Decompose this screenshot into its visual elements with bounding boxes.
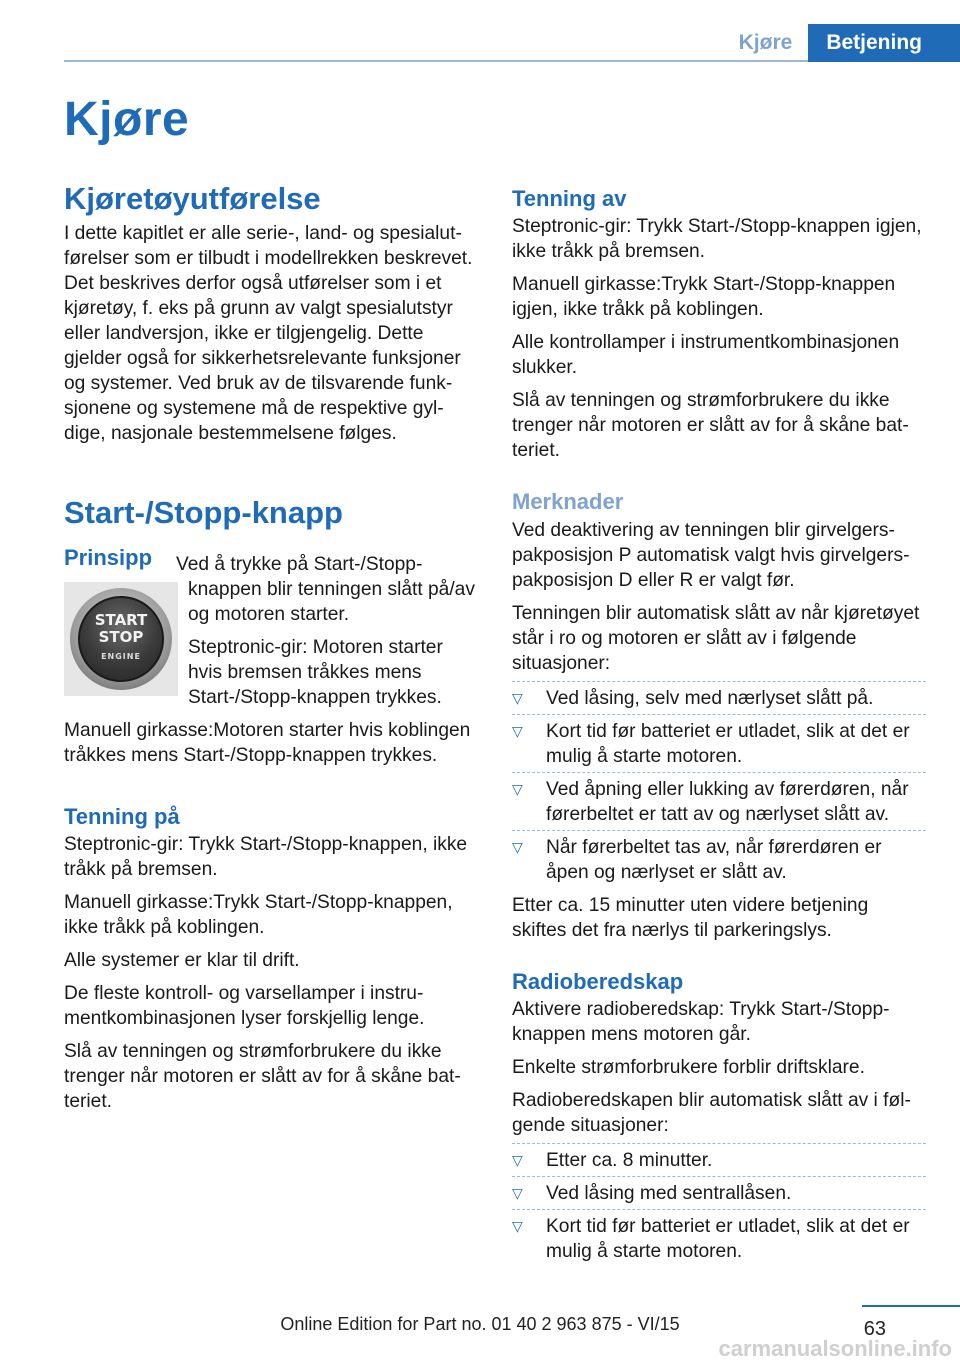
triangle-bullet-icon: ▽ [512,780,523,797]
section-title-start-stopp: Start-/Stopp-knapp [64,495,343,531]
paragraph: Radioberedskapen blir automatisk slått av i følgende situasjoner: [512,1090,911,1137]
triangle-bullet-icon: ▽ [512,838,523,855]
subsection-title-merknader: Merknader [512,489,624,515]
paragraph: Alle systemer er klar til drift. [64,950,300,972]
right-column [512,186,926,1272]
button-text-stop: STOP [98,628,144,647]
watermark: carmanualsonline.info [718,1336,952,1361]
paragraph: Tenningen blir automatisk slått av når kjøretøyet står i ro og motoren er slått av i følgende situasjoner: [512,602,920,674]
list-item: ▽ Når førerbeltet tas av, når førerdøren er åpen og nærlyset er slått av. [512,833,926,885]
paragraph: Ved deaktivering av tenningen blir girvelgerspakposisjon P automatisk valgt hvis girvelgerspakposisjon D eller R er valgt før. [512,519,910,591]
paragraph: Alle kontrollamper i instrumentkombinasjonen slukker. [512,332,900,379]
triangle-bullet-icon: ▽ [512,689,523,706]
footer-edition: Online Edition for Part no. 01 40 2 963 875 - VI/15 [280,1314,680,1334]
tab-active[interactable]: Betjening [808,24,960,62]
button-text-engine: ENGINE [101,652,141,662]
list-item: ▽ Kort tid før batteriet er utladet, slik at det er mulig å starte motoren. [512,717,926,769]
subsection-title-tenning-pa: Tenning på [64,803,180,829]
paragraph: I dette kapitlet er alle serie-, land- og spesialutførelser som er tilbudt i modellrekken beskrevet. Det beskrives derfor også utførelser som i et kjøretøy, f. eks på grunn av valgt spesialutstyr eller landversjon, ikke er tilgjengelig. Dette gjelder også for sikkerhetsrelevante funksjoner og systemer. Ved bruk av de tilsvarende funksjonene og systemene må de respektive gyldige, nasjonale bestemmelsene følges. [64,223,473,445]
subsection-title-prinsipp: Prinsipp [64,545,153,571]
merknader-list [512,684,926,885]
button-text-start: START [94,611,148,630]
paragraph: Manuell girkasse:Motoren starter hvis koblingen tråkkes mens Start-/Stopp-knappen trykkes. [64,719,471,766]
subsection-title-tenning-av: Tenning av [512,186,627,211]
list-item: ▽ Ved åpning eller lukking av førerdøren, når førerbeltet er tatt av og nærlyset slått av. [512,775,926,827]
page-number: 63 [863,1318,886,1340]
paragraph: Steptronic-gir: Trykk Start-/Stopp-knappen igjen, ikke tråkk på bremsen. [512,216,922,263]
list-item: ▽ Kort tid før batteriet er utladet, slik at det er mulig å starte motoren. [512,1212,926,1264]
start-stop-button-image [64,582,178,696]
paragraph: Manuell girkasse:Trykk Start-/Stopp-knappen igjen, ikke tråkk på koblingen. [512,274,896,321]
chapter-title: Kjøre [64,93,190,146]
paragraph: Aktivere radioberedskap: Trykk Start-/Stopp-knappen mens motoren går. [512,999,890,1046]
paragraph: Etter ca. 15 minutter uten videre betjening skiftes det fra nærlys til parkeringslys. [512,894,869,941]
header-tabs [723,24,960,62]
paragraph: Slå av tenningen og strømforbrukere du ikke trenger når motoren er slått av for å skåne batteriet. [512,390,909,462]
paragraph: Ved å trykke på Start-/Stopp-knappen blir tenningen slått på/av og motoren starter. [176,553,475,625]
tab-section[interactable]: Kjøre [738,31,793,54]
list-item: ▽ Etter ca. 8 minutter. [512,1146,926,1173]
triangle-bullet-icon: ▽ [512,1218,523,1235]
paragraph: Steptronic-gir: Motoren starter hvis bremsen tråkkes mens Start-/Stopp-knappen trykkes. [188,636,443,708]
triangle-bullet-icon: ▽ [512,722,523,739]
section-title-kjoretoyutforelse: Kjøretøyutførelse [64,181,321,216]
paragraph: Manuell girkasse:Trykk Start-/Stopp-knappen, ikke tråkk på koblingen. [64,892,453,939]
left-column [64,180,478,1122]
list-item: ▽ Ved låsing, selv med nærlyset slått på. [512,684,926,711]
paragraph: De fleste kontroll- og varsellamper i instrumentkombinasjonen lyser forskjellig lenge. [64,983,425,1030]
triangle-bullet-icon: ▽ [512,1152,523,1169]
footer-rule [862,1305,960,1307]
list-item: ▽ Ved låsing med sentrallåsen. [512,1179,926,1206]
radio-list [512,1146,926,1264]
subsection-title-radioberedskap: Radioberedskap [512,968,684,994]
paragraph: Enkelte strømforbrukere forblir driftsklare. [512,1057,865,1079]
paragraph: Steptronic-gir: Trykk Start-/Stopp-knappen, ikke tråkk på bremsen. [64,834,468,881]
paragraph: Slå av tenningen og strømforbrukere du ikke trenger når motoren er slått av for å skåne batteriet. [64,1041,461,1113]
triangle-bullet-icon: ▽ [512,1185,523,1202]
